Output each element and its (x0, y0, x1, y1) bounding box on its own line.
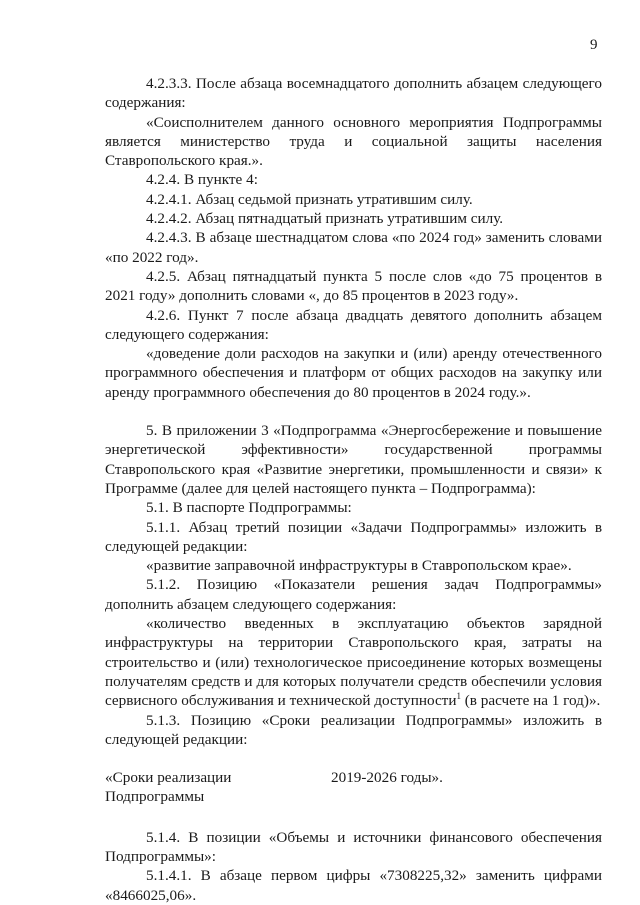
term-label-line: Подпрограммы (105, 788, 205, 806)
paragraph: 5.1.2. Позицию «Показатели решения задач Подпрограммы» дополнить абзацем следующего содержания: (105, 576, 602, 613)
term-row (105, 768, 602, 807)
paragraph: 5.1.3. Позицию «Сроки реализации Подпрограммы» изложить в следующей редакции: (105, 711, 602, 748)
paragraph: 4.2.3.3. После абзаца восемнадцатого дополнить абзацем следующего содержания: (105, 75, 602, 112)
paragraph: 5.1.4. В позиции «Объемы и источники финансового обеспечения Подпрограммы»: (105, 828, 602, 865)
paragraph: 4.2.6. Пункт 7 после абзаца двадцать девятого дополнить абзацем следующего содержания: (105, 306, 602, 343)
paragraph: 5.1.1. Абзац третий позиции «Задачи Подпрограммы» изложить в следующей редакции: (105, 518, 602, 555)
paragraph-text-tail: (в расчете на 1 год)». (460, 692, 601, 710)
term-value: 2019-2026 годы». (331, 769, 443, 787)
paragraph: 4.2.5. Абзац пятнадцатый пункта 5 после слов «до 75 процентов в 2021 году» дополнить словами «, до 85 процентов в 2023 году». (105, 267, 602, 305)
paragraph: 4.2.4.3. В абзаце шестнадцатом слова «по 2024 год» заменить словами «по 2022 год». (105, 229, 602, 266)
paragraph-text: «количество введенных в эксплуатацию объектов зарядной инфраструктуры на территории Ставропольского края, затраты на строительство и (или) технологическое присоединение которых возмещены получателям средств и для которых получатели средств обеспечили условия сервисного обслуживания и технической доступности (105, 615, 602, 710)
term-label-line: «Сроки реализации (105, 769, 232, 787)
paragraph: 5.1. В паспорте Подпрограммы: (146, 499, 352, 517)
document-body (105, 74, 602, 905)
footnote-marker: 1 (456, 691, 461, 702)
paragraph: 5.1.4.1. В абзаце первом цифры «7308225,32» заменить цифрами «8466025,06». (105, 867, 602, 904)
term-label (105, 768, 331, 807)
paragraph: «развитие заправочной инфраструктуры в Ставропольском крае». (146, 557, 572, 575)
paragraph: 4.2.4.2. Абзац пятнадцатый признать утратившим силу. (146, 210, 504, 228)
paragraph: «доведение доли расходов на закупки и (или) аренду отечественного программного обеспечения и платформ от общих расходов на закупку или аренду программного обеспечения до 80 процентов в 2024 году.». (105, 345, 602, 401)
paragraph: 5. В приложении 3 «Подпрограмма «Энергосбережение и повышение энергетической эффективности» государственной программы Ставропольского края «Развитие энергетики, промышленности и связи» к Программе (далее для целей настоящего пункта – Подпрограмма): (105, 422, 602, 497)
paragraph: «Соисполнителем данного основного мероприятия Подпрограммы является министерство труда и социальной защиты населения Ставропольского края.». (105, 113, 602, 170)
page-number: 9 (590, 37, 598, 53)
paragraph: 4.2.4. В пункте 4: (146, 171, 258, 189)
paragraph: 4.2.4.1. Абзац седьмой признать утратившим силу. (146, 190, 473, 208)
paragraph (105, 614, 602, 710)
spacer (105, 807, 602, 826)
